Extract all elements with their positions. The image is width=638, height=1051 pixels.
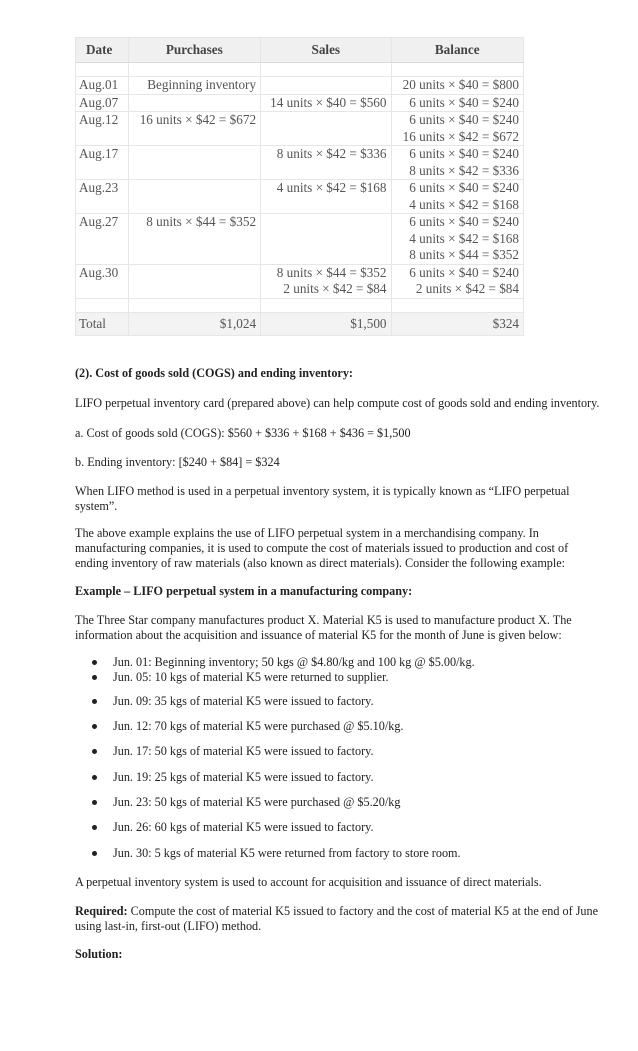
cell-date: Aug.12 [76,112,129,146]
cell-line: 8 units × $44 = $352 [276,264,387,280]
cell-sales [261,214,391,265]
cell-purchases [128,94,260,112]
cell-balance [391,77,524,95]
paragraph-line: using last-in, first-out (LIFO) method. [75,919,262,933]
table-footer [76,298,524,335]
cell-line: 6 units × $40 = $240 [409,214,519,229]
table-header-row [76,38,524,63]
cell-purchases [128,264,260,298]
cell-line: 8 units × $42 = $336 [409,162,519,178]
table-body [76,63,524,299]
cell-line: 8 units × $44 = $352 [409,247,519,262]
total-balance: $324 [391,312,524,335]
cell-line: 20 units × $40 = $800 [402,77,519,92]
cell-sales [261,112,391,146]
cell-date: Aug.23 [76,180,129,214]
cell-line: 6 units × $40 = $240 [409,264,519,280]
cell-line: 4 units × $42 = $168 [409,230,519,246]
paragraph-three-star [75,613,625,643]
list-item: Jun. 23: 50 kgs of material K5 were purchased @ $5.20/kg [92,795,400,810]
paragraph-line: information about the acquisition and issuance of material K5 for the month of June is given below: [75,628,562,642]
table-row [76,264,524,298]
cell-date: Aug.17 [76,146,129,180]
cell-line: 6 units × $40 = $240 [409,180,519,195]
table-row [76,146,524,180]
cell-date: Aug.01 [76,77,129,95]
paragraph-lifo-perpetual [75,484,625,514]
list-item: Jun. 05: 10 kgs of material K5 were returned to supplier. [92,670,389,685]
paragraph-cogs-calc: a. Cost of goods sold (COGS): $560 + $336 + $168 + $436 = $1,500 [75,426,411,440]
header-date: Date [76,38,129,63]
cell-sales [261,264,391,298]
table-row [76,77,524,95]
bullet-icon [92,825,97,830]
header-purchases: Purchases [128,38,260,63]
lifo-inventory-table [75,37,524,336]
cell-balance [391,264,524,298]
table-row [76,112,524,146]
bullet-icon [92,660,97,665]
paragraph-required [75,904,625,934]
bullet-icon [92,675,97,680]
cell-line: 2 units × $42 = $84 [283,281,387,296]
cell-line: 16 units × $42 = $672 [402,128,519,144]
bullet-icon [92,724,97,729]
cell-date: Aug.07 [76,94,129,112]
cell-line: 2 units × $42 = $84 [415,281,519,296]
list-item: Jun. 01: Beginning inventory; 50 kgs @ $4.80/kg and 100 kg @ $5.00/kg. [92,655,475,670]
table-row [76,94,524,112]
required-text: Compute the cost of material K5 issued to factory and the cost of material K5 at the end of June [127,904,599,918]
table-row [76,180,524,214]
cell-line: 8 units × $42 = $336 [276,146,387,161]
cell-purchases [128,180,260,214]
cell-sales [261,77,391,95]
total-purchases: $1,024 [128,312,260,335]
table-total-row [76,312,524,335]
cell-line: 6 units × $40 = $240 [409,112,519,127]
cell-date: Aug.30 [76,264,129,298]
paragraph-line [75,904,625,919]
cell-line: 8 units × $44 = $352 [146,214,257,229]
cogs-heading: (2). Cost of goods sold (COGS) and ending inventory: [75,366,353,380]
paragraph-line: The above example explains the use of LIFO perpetual system in a merchandising company. In [75,526,539,540]
paragraph-inventory-card: LIFO perpetual inventory card (prepared above) can help compute cost of goods sold and ending inventory. [75,396,600,410]
cell-line: Beginning inventory [147,77,257,92]
bullet-icon [92,851,97,856]
cell-balance [391,146,524,180]
list-item: Jun. 26: 60 kgs of material K5 were issued to factory. [92,820,374,835]
bullet-icon [92,699,97,704]
cell-balance [391,94,524,112]
bullet-icon [92,749,97,754]
paragraph-above-example [75,526,625,571]
bullet-icon [92,800,97,805]
paragraph-line: ending inventory of raw materials (also known as direct materials). Consider the following example: [75,556,566,570]
paragraph-line: When LIFO method is used in a perpetual inventory system, it is typically known as “LIFO perpetual [75,484,570,498]
list-item: Jun. 30: 5 kgs of material K5 were returned from factory to store room. [92,846,461,861]
cell-balance [391,112,524,146]
cell-balance [391,214,524,265]
table-gap-row [76,63,524,77]
paragraph-line: manufacturing companies, it is used to compute the cost of materials issued to production and cost of [75,541,569,555]
header-balance: Balance [391,38,524,63]
solution-label: Solution: [75,947,123,961]
cell-sales [261,180,391,214]
paragraph-ending-inventory: b. Ending inventory: [$240 + $84] = $324 [75,455,280,469]
cell-line: 6 units × $40 = $240 [409,94,519,110]
cell-purchases [128,146,260,180]
table-row [76,214,524,265]
required-label: Required: [75,904,128,918]
example-heading: Example – LIFO perpetual system in a manufacturing company: [75,584,413,598]
paragraph-perpetual-system: A perpetual inventory system is used to account for acquisition and issuance of direct materials. [75,875,542,889]
cell-balance [391,180,524,214]
bullet-icon [92,775,97,780]
cell-line: 6 units × $40 = $240 [409,146,519,161]
cell-line: 16 units × $42 = $672 [139,112,257,127]
table-gap-row [76,298,524,312]
list-item: Jun. 12: 70 kgs of material K5 were purchased @ $5.10/kg. [92,719,403,734]
list-item: Jun. 19: 25 kgs of material K5 were issued to factory. [92,770,374,785]
cell-purchases [128,214,260,265]
list-item: Jun. 17: 50 kgs of material K5 were issued to factory. [92,744,374,759]
header-sales: Sales [261,38,391,63]
total-sales: $1,500 [261,312,391,335]
total-label: Total [76,312,129,335]
paragraph-line: system”. [75,499,118,513]
cell-line: 14 units × $40 = $560 [270,94,387,110]
cell-sales [261,94,391,112]
cell-date: Aug.27 [76,214,129,265]
list-item: Jun. 09: 35 kgs of material K5 were issued to factory. [92,694,374,709]
cell-purchases [128,112,260,146]
cell-line: 4 units × $42 = $168 [409,196,519,212]
cell-sales [261,146,391,180]
paragraph-line: The Three Star company manufactures product X. Material K5 is used to manufacture product X. The [75,613,572,627]
cell-line: 4 units × $42 = $168 [276,180,387,195]
cell-purchases [128,77,260,95]
